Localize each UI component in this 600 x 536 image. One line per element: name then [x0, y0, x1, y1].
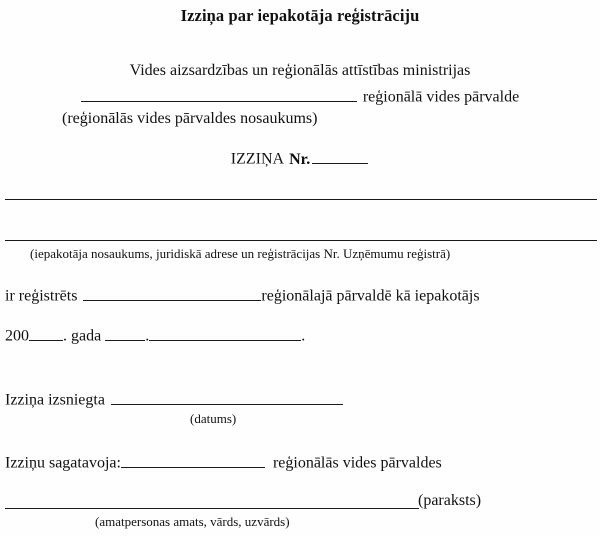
department-line [0, 86, 600, 107]
department-caption: (reģionālās vides pārvaldes nosaukums) [62, 110, 318, 127]
ministry-name: Vides aizsardzības un reģionālās attīstības ministrijas [129, 62, 471, 79]
issued-row [5, 389, 344, 410]
certificate-nr-label: Nr. [289, 150, 311, 168]
certificate-number-row [0, 148, 600, 169]
department-name-blank[interactable] [81, 86, 357, 102]
registration-suffix-label: reģionālajā pārvaldē kā iepakotājs [261, 287, 480, 305]
day-blank[interactable] [105, 325, 145, 341]
issued-label: Izziņa izsniegta [5, 391, 105, 409]
issued-date-caption: (datums) [190, 411, 237, 426]
issued-date-blank[interactable] [111, 389, 343, 405]
certificate-number-blank[interactable] [312, 148, 368, 164]
official-name-caption: (amatpersonas amats, vārds, uzvārds) [95, 514, 290, 529]
company-field-rule-top [5, 199, 597, 200]
day-suffix-label: . [145, 327, 150, 345]
year-prefix-label: 200 [5, 327, 29, 345]
month-suffix-label: . [301, 327, 306, 345]
registration-row [5, 285, 480, 306]
prepared-by-label: Izziņu sagatavoja: [5, 454, 121, 472]
certificate-label: IZZIŅA [230, 150, 285, 168]
registration-prefix-label: ir reģistrēts [5, 287, 78, 305]
company-field-rule-bottom [5, 240, 597, 241]
signature-caption: (paraksts) [418, 492, 482, 509]
year-suffix-label: . gada [63, 327, 102, 345]
prepared-by-suffix-label: reģionālās vides pārvaldes [272, 454, 442, 472]
date-row [5, 325, 305, 346]
region-name-blank[interactable] [83, 285, 261, 301]
signature-blank[interactable] [5, 508, 419, 509]
department-suffix-label: reģionālā vides pārvalde [362, 88, 520, 106]
prepared-by-row [5, 452, 442, 473]
company-field-caption: (iepakotāja nosaukums, juridiskā adrese un reģistrācijas Nr. Uzņēmumu reģistrā) [30, 246, 451, 261]
prepared-by-blank[interactable] [121, 452, 265, 468]
month-blank[interactable] [149, 325, 301, 341]
year-blank[interactable] [29, 325, 63, 341]
page-title: Izziņa par iepakotāja reģistrāciju [180, 6, 420, 25]
